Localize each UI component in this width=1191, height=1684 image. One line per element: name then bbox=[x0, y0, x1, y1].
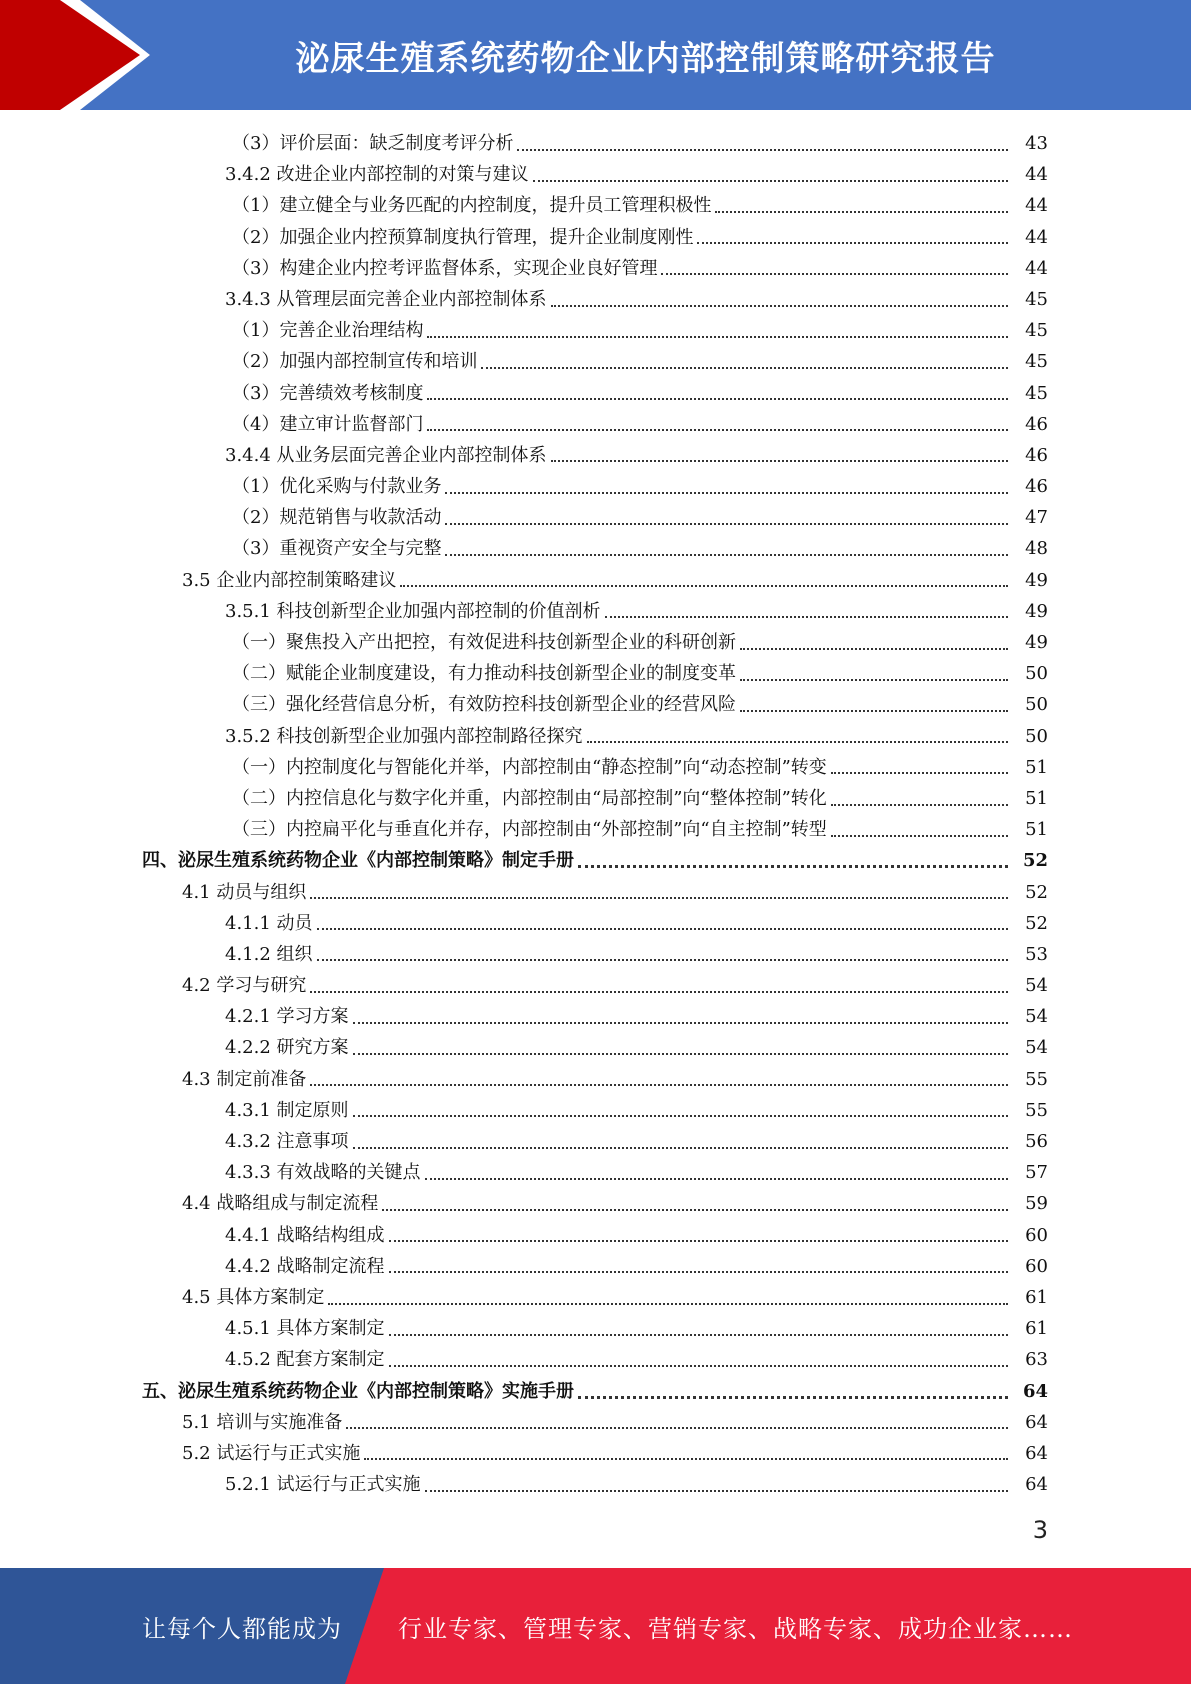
toc-entry-page: 44 bbox=[1025, 226, 1048, 248]
toc-entry-page: 63 bbox=[1025, 1349, 1048, 1371]
page-number: 3 bbox=[1032, 1516, 1048, 1544]
toc-entry[interactable] bbox=[0, 222, 1191, 253]
toc-dot-leader bbox=[605, 616, 1008, 618]
toc-entry-page: 44 bbox=[1025, 195, 1048, 217]
toc-entry[interactable] bbox=[0, 1407, 1191, 1438]
toc-entry-label: 3.5 企业内部控制策略建议 bbox=[182, 569, 397, 591]
toc-entry-page: 46 bbox=[1025, 413, 1048, 435]
toc-dot-leader bbox=[328, 1303, 1008, 1305]
toc-entry-page: 61 bbox=[1025, 1286, 1048, 1308]
toc-entry-page: 54 bbox=[1025, 975, 1048, 997]
toc-dot-leader bbox=[578, 865, 1008, 868]
toc-dot-leader bbox=[389, 1365, 1008, 1367]
toc-dot-leader bbox=[382, 1209, 1008, 1211]
toc-entry-page: 55 bbox=[1025, 1068, 1048, 1090]
toc-entry-page: 46 bbox=[1025, 444, 1048, 466]
toc-entry[interactable] bbox=[0, 970, 1191, 1001]
toc-entry[interactable] bbox=[0, 845, 1191, 876]
toc-dot-leader bbox=[445, 554, 1008, 556]
toc-dot-leader bbox=[740, 648, 1008, 650]
toc-entry-page: 56 bbox=[1025, 1131, 1048, 1152]
table-of-contents bbox=[0, 128, 1191, 1500]
toc-entry[interactable] bbox=[0, 1032, 1191, 1063]
toc-entry[interactable] bbox=[0, 1095, 1191, 1126]
toc-dot-leader bbox=[425, 1178, 1008, 1180]
toc-dot-leader bbox=[445, 492, 1008, 494]
toc-entry-label: 4.2 学习与研究 bbox=[182, 975, 307, 997]
toc-dot-leader bbox=[831, 772, 1008, 774]
toc-entry-label: （二）内控信息化与数字化并重，内部控制由“局部控制”向“整体控制”转化 bbox=[232, 787, 827, 809]
toc-entry-label: 4.1 动员与组织 bbox=[182, 881, 307, 903]
toc-entry-label: 4.5.2 配套方案制定 bbox=[225, 1349, 385, 1371]
toc-dot-leader bbox=[310, 897, 1008, 899]
toc-entry-label: （一）内控制度化与智能化并举，内部控制由“静态控制”向“动态控制”转变 bbox=[232, 756, 827, 778]
toc-entry-label: （1）优化采购与付款业务 bbox=[232, 476, 442, 498]
toc-dot-leader bbox=[578, 1396, 1008, 1399]
toc-entry-label: （1）完善企业治理结构 bbox=[232, 320, 424, 342]
toc-entry-label: 5.2.1 试运行与正式实施 bbox=[225, 1474, 421, 1496]
toc-entry[interactable] bbox=[0, 1469, 1191, 1500]
toc-entry-label: （3）重视资产安全与完整 bbox=[232, 538, 442, 560]
page-footer bbox=[0, 1568, 1191, 1684]
toc-entry[interactable] bbox=[0, 908, 1191, 939]
toc-dot-leader bbox=[740, 710, 1008, 712]
toc-entry-page: 44 bbox=[1025, 164, 1048, 186]
toc-entry-page: 47 bbox=[1025, 507, 1048, 529]
toc-entry-label: （2）加强内部控制宣传和培训 bbox=[232, 351, 478, 373]
toc-entry-page: 50 bbox=[1025, 694, 1048, 716]
toc-entry-page: 49 bbox=[1025, 600, 1048, 622]
toc-dot-leader bbox=[353, 1053, 1008, 1055]
toc-entry[interactable] bbox=[0, 253, 1191, 284]
toc-entry[interactable] bbox=[0, 814, 1191, 845]
toc-entry-label: （4）建立审计监督部门 bbox=[232, 413, 424, 435]
toc-entry[interactable] bbox=[0, 471, 1191, 502]
toc-dot-leader bbox=[310, 991, 1008, 993]
toc-entry-label: （2）规范销售与收款活动 bbox=[232, 507, 442, 529]
toc-entry-page: 49 bbox=[1025, 632, 1048, 653]
toc-entry[interactable] bbox=[0, 128, 1191, 159]
toc-dot-leader bbox=[389, 1240, 1008, 1242]
toc-entry-page: 49 bbox=[1025, 569, 1048, 591]
toc-entry-label: （3）构建企业内控考评监督体系，实现企业良好管理 bbox=[232, 257, 658, 279]
toc-entry-label: （三）内控扁平化与垂直化并存，内部控制由“外部控制”向“自主控制”转型 bbox=[232, 819, 827, 841]
footer-slogan-right: 行业专家、管理专家、营销专家、战略专家、成功企业家…… bbox=[398, 1614, 1073, 1643]
toc-entry[interactable] bbox=[0, 939, 1191, 970]
toc-entry[interactable] bbox=[0, 1438, 1191, 1469]
toc-entry-page: 51 bbox=[1025, 819, 1048, 841]
toc-entry-label: 4.4 战略组成与制定流程 bbox=[182, 1193, 379, 1215]
toc-entry-label: 4.2.1 学习方案 bbox=[225, 1006, 349, 1028]
toc-entry-page: 45 bbox=[1025, 288, 1048, 310]
toc-entry[interactable] bbox=[0, 502, 1191, 533]
toc-entry-label: 五、泌尿生殖系统药物企业《内部控制策略》实施手册 bbox=[142, 1380, 574, 1402]
toc-entry[interactable] bbox=[0, 1157, 1191, 1188]
toc-entry[interactable] bbox=[0, 1344, 1191, 1375]
toc-entry-label: 5.1 培训与实施准备 bbox=[182, 1411, 343, 1433]
toc-entry[interactable] bbox=[0, 346, 1191, 377]
toc-entry-page: 45 bbox=[1025, 320, 1048, 342]
toc-entry-page: 51 bbox=[1025, 756, 1048, 778]
toc-dot-leader bbox=[353, 1022, 1008, 1024]
toc-entry[interactable] bbox=[0, 440, 1191, 471]
toc-entry[interactable] bbox=[0, 627, 1191, 658]
toc-dot-leader bbox=[715, 211, 1008, 213]
toc-entry-page: 52 bbox=[1025, 881, 1048, 903]
toc-dot-leader bbox=[517, 149, 1008, 151]
toc-entry-label: 4.2.2 研究方案 bbox=[225, 1037, 349, 1059]
toc-entry[interactable] bbox=[0, 1188, 1191, 1219]
toc-entry[interactable] bbox=[0, 1126, 1191, 1157]
toc-entry-label: 4.5 具体方案制定 bbox=[182, 1286, 325, 1308]
toc-entry-label: 4.4.2 战略制定流程 bbox=[225, 1255, 385, 1277]
toc-entry-page: 45 bbox=[1025, 351, 1048, 373]
toc-dot-leader bbox=[389, 1334, 1008, 1336]
toc-entry-label: 3.4.4 从业务层面完善企业内部控制体系 bbox=[225, 444, 547, 466]
toc-entry[interactable] bbox=[0, 378, 1191, 409]
toc-entry-label: （三）强化经营信息分析，有效防控科技创新型企业的经营风险 bbox=[232, 694, 736, 716]
toc-entry[interactable] bbox=[0, 409, 1191, 440]
toc-dot-leader bbox=[353, 1147, 1008, 1149]
toc-entry-label: （3）评价层面：缺乏制度考评分析 bbox=[232, 133, 514, 154]
toc-entry-page: 48 bbox=[1025, 538, 1048, 560]
toc-entry-page: 53 bbox=[1025, 943, 1048, 965]
toc-dot-leader bbox=[389, 1271, 1008, 1273]
toc-dot-leader bbox=[445, 523, 1008, 525]
toc-entry[interactable] bbox=[0, 533, 1191, 564]
toc-entry[interactable] bbox=[0, 1251, 1191, 1282]
toc-entry-label: 4.3 制定前准备 bbox=[182, 1068, 307, 1090]
toc-entry[interactable] bbox=[0, 596, 1191, 627]
toc-dot-leader bbox=[587, 741, 1008, 743]
toc-entry-label: 4.1.1 动员 bbox=[225, 912, 313, 934]
toc-entry[interactable] bbox=[0, 159, 1191, 190]
toc-entry[interactable] bbox=[0, 721, 1191, 752]
toc-entry-label: （1）建立健全与业务匹配的内控制度，提升员工管理积极性 bbox=[232, 195, 712, 217]
toc-entry-label: 3.5.2 科技创新型企业加强内部控制路径探究 bbox=[225, 725, 583, 747]
toc-entry[interactable] bbox=[0, 1220, 1191, 1251]
toc-entry[interactable] bbox=[0, 284, 1191, 315]
toc-dot-leader bbox=[661, 273, 1008, 275]
toc-entry[interactable] bbox=[0, 315, 1191, 346]
toc-dot-leader bbox=[551, 305, 1008, 307]
toc-dot-leader bbox=[310, 1084, 1008, 1086]
toc-entry[interactable] bbox=[0, 1313, 1191, 1344]
toc-entry-page: 61 bbox=[1025, 1318, 1048, 1340]
toc-entry-label: 4.3.1 制定原则 bbox=[225, 1099, 349, 1121]
toc-dot-leader bbox=[353, 1115, 1008, 1117]
toc-entry[interactable] bbox=[0, 783, 1191, 814]
toc-dot-leader bbox=[427, 336, 1008, 338]
toc-entry-page: 55 bbox=[1025, 1099, 1048, 1121]
toc-dot-leader bbox=[533, 180, 1008, 182]
toc-entry-label: （二）赋能企业制度建设，有力推动科技创新型企业的制度变革 bbox=[232, 663, 736, 685]
toc-dot-leader bbox=[831, 804, 1008, 806]
toc-dot-leader bbox=[427, 398, 1008, 400]
toc-entry-page: 52 bbox=[1022, 850, 1048, 872]
toc-entry[interactable] bbox=[0, 658, 1191, 689]
toc-entry-page: 64 bbox=[1025, 1442, 1048, 1464]
toc-dot-leader bbox=[740, 679, 1008, 681]
toc-entry[interactable] bbox=[0, 1001, 1191, 1032]
toc-entry-label: 3.5.1 科技创新型企业加强内部控制的价值剖析 bbox=[225, 600, 601, 622]
toc-entry[interactable] bbox=[0, 1282, 1191, 1313]
toc-entry[interactable] bbox=[0, 1376, 1191, 1407]
toc-entry-label: 3.4.3 从管理层面完善企业内部控制体系 bbox=[225, 288, 547, 310]
toc-entry-page: 57 bbox=[1025, 1162, 1048, 1184]
toc-entry[interactable] bbox=[0, 1064, 1191, 1095]
toc-entry-label: （一）聚焦投入产出把控，有效促进科技创新型企业的科研创新 bbox=[232, 632, 736, 653]
toc-entry-label: 4.3.2 注意事项 bbox=[225, 1131, 349, 1152]
toc-entry-page: 50 bbox=[1025, 663, 1048, 685]
toc-dot-leader bbox=[551, 460, 1008, 462]
toc-entry-page: 64 bbox=[1025, 1474, 1048, 1496]
toc-entry-page: 45 bbox=[1025, 382, 1048, 404]
toc-entry-page: 64 bbox=[1022, 1380, 1048, 1402]
page-header bbox=[0, 0, 1191, 110]
toc-entry-label: 5.2 试运行与正式实施 bbox=[182, 1442, 361, 1464]
toc-entry-page: 50 bbox=[1025, 725, 1048, 747]
toc-dot-leader bbox=[317, 959, 1008, 961]
toc-dot-leader bbox=[346, 1427, 1008, 1429]
toc-entry-label: 4.3.3 有效战略的关键点 bbox=[225, 1162, 421, 1184]
toc-entry-label: 四、泌尿生殖系统药物企业《内部控制策略》制定手册 bbox=[142, 850, 574, 872]
header-arrow-decoration bbox=[0, 0, 150, 110]
toc-entry[interactable] bbox=[0, 190, 1191, 221]
toc-entry[interactable] bbox=[0, 689, 1191, 720]
toc-entry-page: 60 bbox=[1025, 1224, 1048, 1246]
toc-dot-leader bbox=[481, 367, 1008, 369]
toc-entry[interactable] bbox=[0, 877, 1191, 908]
toc-entry-label: 4.1.2 组织 bbox=[225, 943, 313, 965]
toc-dot-leader bbox=[425, 1490, 1008, 1492]
toc-entry-page: 59 bbox=[1025, 1193, 1048, 1215]
toc-entry-page: 54 bbox=[1025, 1037, 1048, 1059]
toc-entry-page: 54 bbox=[1025, 1006, 1048, 1028]
toc-entry-label: 4.5.1 具体方案制定 bbox=[225, 1318, 385, 1340]
toc-entry-label: （2）加强企业内控预算制度执行管理，提升企业制度刚性 bbox=[232, 226, 694, 248]
report-title: 泌尿生殖系统药物企业内部控制策略研究报告 bbox=[295, 38, 996, 79]
toc-entry-page: 51 bbox=[1025, 787, 1048, 809]
toc-entry-page: 64 bbox=[1025, 1411, 1048, 1433]
toc-entry-label: 4.4.1 战略结构组成 bbox=[225, 1224, 385, 1246]
toc-dot-leader bbox=[427, 429, 1008, 431]
toc-dot-leader bbox=[831, 835, 1008, 837]
toc-dot-leader bbox=[697, 242, 1008, 244]
toc-entry-label: （3）完善绩效考核制度 bbox=[232, 382, 424, 404]
toc-entry-page: 46 bbox=[1025, 476, 1048, 498]
footer-slogan-left: 让每个人都能成为 bbox=[142, 1614, 342, 1643]
toc-entry-page: 60 bbox=[1025, 1255, 1048, 1277]
toc-entry-page: 52 bbox=[1025, 912, 1048, 934]
toc-entry-label: 3.4.2 改进企业内部控制的对策与建议 bbox=[225, 164, 529, 186]
toc-entry[interactable] bbox=[0, 752, 1191, 783]
toc-entry-page: 43 bbox=[1025, 133, 1048, 154]
toc-entry[interactable] bbox=[0, 565, 1191, 596]
toc-entry-page: 44 bbox=[1025, 257, 1048, 279]
toc-dot-leader bbox=[400, 585, 1008, 587]
toc-dot-leader bbox=[364, 1458, 1008, 1460]
toc-dot-leader bbox=[317, 928, 1008, 930]
